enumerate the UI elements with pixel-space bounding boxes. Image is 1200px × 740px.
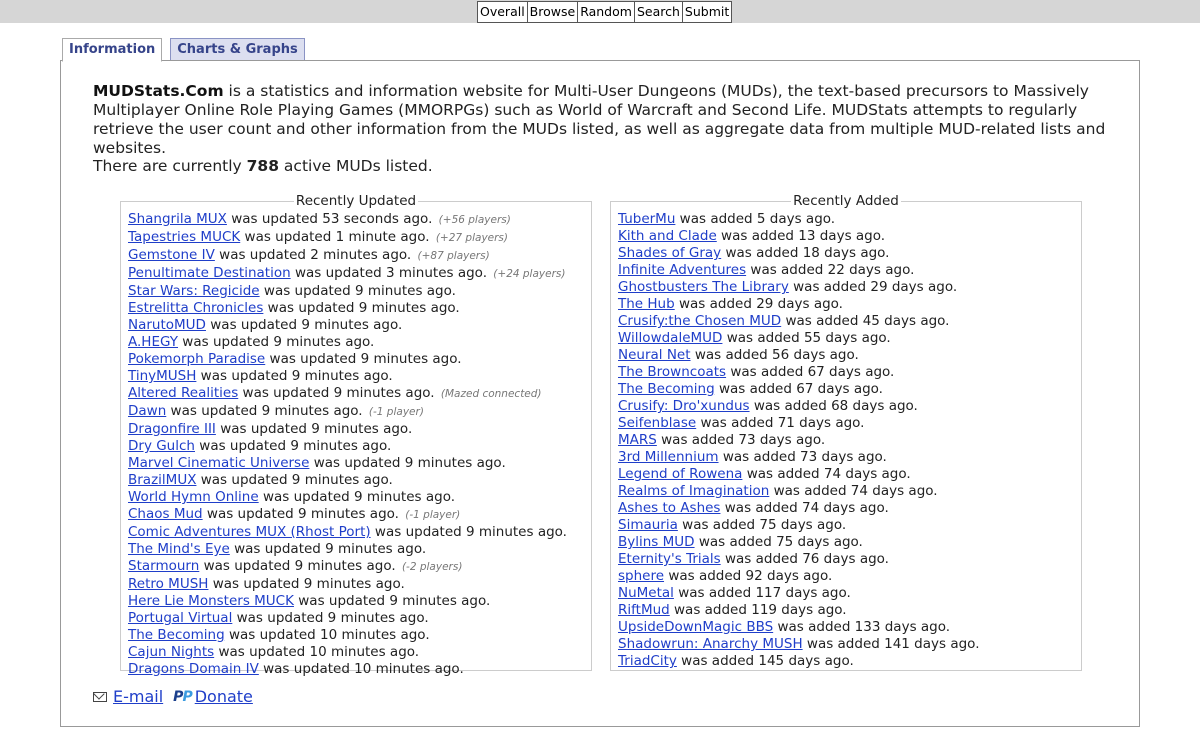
mud-link[interactable]: TuberMu <box>618 211 676 227</box>
list-item <box>128 283 567 300</box>
list-item <box>128 472 567 489</box>
item-status: was added 74 days ago. <box>720 500 889 516</box>
mud-link[interactable]: NuMetal <box>618 585 674 601</box>
item-status: was added 119 days ago. <box>669 602 847 618</box>
mud-link[interactable]: A.HEGY <box>128 334 179 350</box>
list-item <box>618 381 980 398</box>
list-item <box>618 279 980 296</box>
item-status: was updated 9 minutes ago. <box>205 317 403 333</box>
mud-link[interactable]: The Becoming <box>128 627 225 643</box>
item-status: was added 73 days ago. <box>656 432 826 448</box>
mud-link[interactable]: Marvel Cinematic Universe <box>128 455 310 471</box>
item-status: was updated 9 minutes ago. <box>178 334 375 350</box>
list-item <box>128 661 567 678</box>
list-item <box>618 500 980 517</box>
list-item <box>128 403 567 421</box>
tab-strip <box>62 38 313 62</box>
list-item <box>618 534 980 551</box>
list-item <box>128 593 567 610</box>
item-status: was added 71 days ago. <box>696 415 865 431</box>
item-status: was updated 9 minutes ago. <box>258 489 456 505</box>
list-item <box>128 421 567 438</box>
mud-link[interactable]: Comic Adventures MUX (Rhost Port) <box>128 524 371 540</box>
item-status: was updated 9 minutes ago. <box>232 610 429 626</box>
mud-link[interactable]: Kith and Clade <box>618 228 717 244</box>
mud-link[interactable]: WillowdaleMUD <box>618 330 723 346</box>
item-status: was updated 9 minutes ago. <box>199 558 396 574</box>
mud-link[interactable]: Simauria <box>618 517 678 533</box>
list-item <box>128 334 567 351</box>
nav-overall[interactable]: Overall <box>477 1 528 23</box>
player-change-note: (+24 players) <box>493 268 566 280</box>
mud-link[interactable]: Legend of Rowena <box>618 466 743 482</box>
mud-link[interactable]: Altered Realities <box>128 385 239 401</box>
item-status: was updated 9 minutes ago. <box>259 283 456 299</box>
list-item <box>618 296 980 313</box>
item-status: was updated 10 minutes ago. <box>224 627 430 643</box>
mud-link[interactable]: Here Lie Monsters MUCK <box>128 593 294 609</box>
mud-link[interactable]: 3rd Millennium <box>618 449 719 465</box>
list-item <box>618 636 980 653</box>
item-status: was added 74 days ago. <box>742 466 911 482</box>
tab-charts-graphs[interactable]: Charts & Graphs <box>170 38 304 62</box>
item-status: was updated 2 minutes ago. <box>214 247 412 263</box>
active-count: There are currently 788 active MUDs listed. <box>93 157 433 175</box>
mud-link[interactable]: Dawn <box>128 403 167 419</box>
list-item <box>618 313 980 330</box>
list-item <box>618 245 980 262</box>
item-status: was added 18 days ago. <box>721 245 890 261</box>
item-status: was added 73 days ago. <box>718 449 887 465</box>
item-status: was updated 10 minutes ago. <box>214 644 420 660</box>
list-item <box>618 466 980 483</box>
item-status: was added 141 days ago. <box>802 636 980 652</box>
list-item <box>618 432 980 449</box>
item-status: was added 133 days ago. <box>773 619 951 635</box>
list-item <box>128 627 567 644</box>
list-item <box>618 585 980 602</box>
item-status: was added 22 days ago. <box>746 262 915 278</box>
mud-link[interactable]: Pokemorph Paradise <box>128 351 266 367</box>
list-item <box>618 517 980 534</box>
list-item <box>618 551 980 568</box>
list-item <box>618 415 980 432</box>
item-status: was added 29 days ago. <box>674 296 843 312</box>
footer-links <box>93 687 253 706</box>
mud-link[interactable]: Realms of Imagination <box>618 483 770 499</box>
list-item <box>128 438 567 455</box>
mud-link[interactable]: The Mind's Eye <box>128 541 230 557</box>
mud-link[interactable]: Bylins MUD <box>618 534 695 550</box>
item-status: was updated 9 minutes ago. <box>263 300 460 316</box>
item-status: was added 67 days ago. <box>714 381 883 397</box>
mud-link[interactable]: Dragonfire III <box>128 421 216 437</box>
intro-text: is a statistics and information website for Multi-User Dungeons (MUDs), the text-based precursors to Massively Multiplayer Online Role Playing Games (MMORPGs) such as World of Warcraft and Second Life. MUDStats attempts to regularly retrieve the user count and other information from the MUDs listed, as well as aggregate data from multiple MUD-related lists and websites. <box>93 82 1106 157</box>
mud-link[interactable]: The Becoming <box>618 381 715 397</box>
mud-link[interactable]: Neural Net <box>618 347 691 363</box>
item-status: was updated 9 minutes ago. <box>196 472 393 488</box>
mud-link[interactable]: Seifenblase <box>618 415 697 431</box>
list-item <box>128 541 567 558</box>
list-item <box>128 489 567 506</box>
player-change-note: (-1 player) <box>368 406 424 418</box>
item-status: was added 76 days ago. <box>720 551 889 567</box>
nav-search[interactable]: Search <box>634 1 683 23</box>
list-item <box>618 602 980 619</box>
mud-link[interactable]: Star Wars: Regicide <box>128 283 260 299</box>
mud-link[interactable]: Retro MUSH <box>128 576 209 592</box>
item-status: was updated 9 minutes ago. <box>229 541 427 557</box>
list-item <box>618 449 980 466</box>
player-change-note: (Mazed connected) <box>440 388 542 400</box>
mud-link[interactable]: Ghostbusters The Library <box>618 279 789 295</box>
mud-link[interactable]: Estrelitta Chronicles <box>128 300 264 316</box>
item-status: was updated 9 minutes ago. <box>370 524 567 540</box>
mud-link[interactable]: Eternity's Trials <box>618 551 721 567</box>
nav-random[interactable]: Random <box>577 1 635 23</box>
mud-link[interactable]: The Browncoats <box>618 364 727 380</box>
mud-link[interactable]: sphere <box>618 568 665 584</box>
mud-link[interactable]: RiftMud <box>618 602 670 618</box>
list-item <box>128 644 567 661</box>
list-item <box>128 247 567 265</box>
item-status: was updated 9 minutes ago. <box>238 385 435 401</box>
item-status: was added 117 days ago. <box>673 585 851 601</box>
item-status: was added 68 days ago. <box>749 398 918 414</box>
item-status: was added 145 days ago. <box>676 653 854 669</box>
item-status: was updated 9 minutes ago. <box>293 593 491 609</box>
mud-link[interactable]: Dry Gulch <box>128 438 195 454</box>
mud-link[interactable]: BrazilMUX <box>128 472 197 488</box>
item-status: was updated 9 minutes ago. <box>194 438 392 454</box>
item-status: was added 67 days ago. <box>726 364 895 380</box>
player-change-note: (+87 players) <box>417 250 490 262</box>
mud-link[interactable]: Chaos Mud <box>128 506 203 522</box>
item-status: was added 74 days ago. <box>769 483 938 499</box>
mud-count: 788 <box>246 157 279 175</box>
top-nav <box>478 1 732 23</box>
paypal-icon: PP <box>173 688 192 705</box>
mud-link[interactable]: Starmourn <box>128 558 200 574</box>
donate-link[interactable]: Donate <box>194 687 253 706</box>
information-panel <box>60 60 1140 727</box>
nav-submit[interactable]: Submit <box>682 1 732 23</box>
player-change-note: (+27 players) <box>435 232 508 244</box>
list-item <box>618 228 980 245</box>
email-link[interactable]: E-mail <box>113 687 164 706</box>
mud-link[interactable]: The Hub <box>618 296 675 312</box>
list-item <box>128 610 567 627</box>
recently-added-box <box>610 193 1082 671</box>
mud-link[interactable]: Ashes to Ashes <box>618 500 721 516</box>
mud-link[interactable]: Gemstone IV <box>128 247 215 263</box>
item-status: was added 75 days ago. <box>677 517 847 533</box>
list-item <box>618 619 980 636</box>
item-status: was added 45 days ago. <box>781 313 950 329</box>
item-status: was added 92 days ago. <box>664 568 833 584</box>
list-item <box>618 347 980 364</box>
mud-link[interactable]: Infinite Adventures <box>618 262 747 278</box>
mud-link[interactable]: Shadowrun: Anarchy MUSH <box>618 636 803 652</box>
envelope-icon <box>93 692 107 702</box>
mud-link[interactable]: MARS <box>618 432 657 448</box>
recently-updated-list <box>128 211 567 678</box>
list-item <box>128 506 567 524</box>
mud-link[interactable]: UpsideDownMagic BBS <box>618 619 774 635</box>
list-item <box>618 211 980 228</box>
list-item <box>128 300 567 317</box>
mud-link[interactable]: Crusify: Dro'xundus <box>618 398 750 414</box>
top-nav-bar <box>0 0 1200 23</box>
mud-link[interactable]: Penultimate Destination <box>128 265 291 281</box>
list-item <box>128 211 567 229</box>
item-status: was added 5 days ago. <box>675 211 836 227</box>
nav-browse[interactable]: Browse <box>527 1 579 23</box>
item-status: was updated 53 seconds ago. <box>226 211 433 227</box>
list-item <box>128 524 567 541</box>
list-item <box>618 330 980 347</box>
mud-link[interactable]: TinyMUSH <box>128 368 197 384</box>
list-item <box>128 576 567 593</box>
mud-link[interactable]: Shangrila MUX <box>128 211 227 227</box>
player-change-note: (-1 player) <box>405 509 461 521</box>
recently-updated-box <box>120 193 592 677</box>
list-item <box>128 385 567 403</box>
item-status: was added 13 days ago. <box>716 228 886 244</box>
item-status: was updated 10 minutes ago. <box>258 661 464 677</box>
list-item <box>618 653 980 670</box>
item-status: was added 29 days ago. <box>788 279 958 295</box>
list-item <box>618 398 980 415</box>
mud-link[interactable]: Cajun Nights <box>128 644 215 660</box>
item-status: was updated 9 minutes ago. <box>208 576 405 592</box>
player-change-note: (-2 players) <box>401 561 463 573</box>
player-change-note: (+56 players) <box>438 214 511 226</box>
mud-link[interactable]: World Hymn Online <box>128 489 259 505</box>
list-item <box>128 229 567 247</box>
intro-paragraph <box>93 82 1113 158</box>
list-item <box>128 317 567 334</box>
list-item <box>618 483 980 500</box>
item-status: was added 75 days ago. <box>694 534 863 550</box>
list-item <box>128 368 567 385</box>
mud-link[interactable]: NarutoMUD <box>128 317 206 333</box>
list-item <box>128 455 567 472</box>
mud-link[interactable]: TriadCity <box>618 653 677 669</box>
tab-information[interactable]: Information <box>62 38 162 62</box>
list-item <box>618 568 980 585</box>
item-status: was updated 1 minute ago. <box>240 229 430 245</box>
list-item <box>128 558 567 576</box>
recently-added-title: Recently Added <box>793 193 899 209</box>
item-status: was updated 9 minutes ago. <box>309 455 506 471</box>
mud-link[interactable]: Portugal Virtual <box>128 610 233 626</box>
site-name: MUDStats.Com <box>93 82 224 100</box>
item-status: was updated 9 minutes ago. <box>265 351 462 367</box>
item-status: was added 56 days ago. <box>690 347 859 363</box>
item-status: was updated 3 minutes ago. <box>290 265 487 281</box>
item-status: was updated 9 minutes ago. <box>202 506 399 522</box>
recently-updated-title: Recently Updated <box>295 193 417 209</box>
list-item <box>618 364 980 381</box>
list-item <box>618 262 980 279</box>
item-status: was updated 9 minutes ago. <box>196 368 393 384</box>
item-status: was updated 9 minutes ago. <box>215 421 413 437</box>
list-item <box>128 351 567 368</box>
mud-link[interactable]: Tapestries MUCK <box>128 229 241 245</box>
mud-link[interactable]: Dragons Domain IV <box>128 661 259 677</box>
mud-link[interactable]: Shades of Gray <box>618 245 722 261</box>
item-status: was updated 9 minutes ago. <box>166 403 363 419</box>
item-status: was added 55 days ago. <box>722 330 891 346</box>
list-item <box>128 265 567 283</box>
recently-added-list <box>618 211 980 670</box>
mud-link[interactable]: Crusify:the Chosen MUD <box>618 313 782 329</box>
